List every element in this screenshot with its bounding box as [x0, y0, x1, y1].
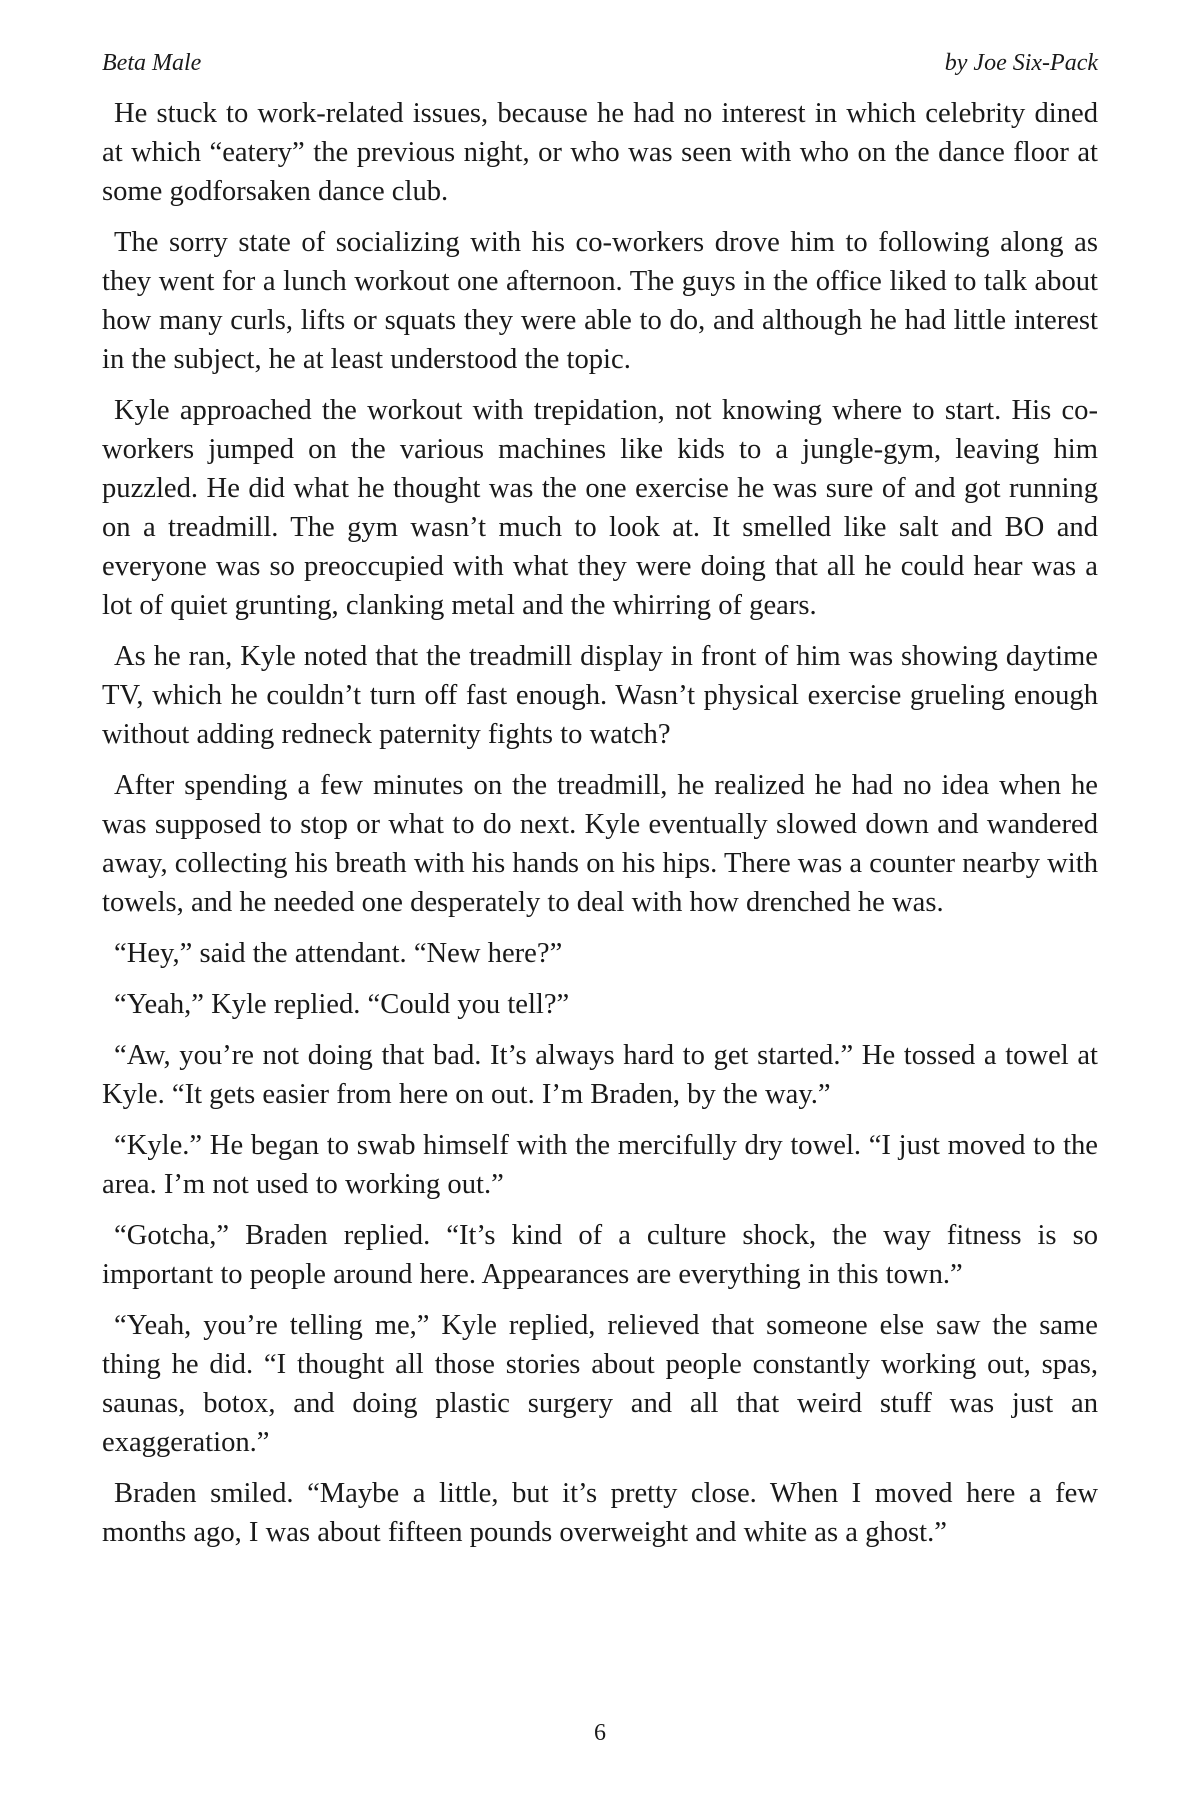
paragraph: As he ran, Kyle noted that the treadmill display in front of him was showing daytime TV, which he couldn’t turn off fast enough. Wasn’t physical exercise grueling enough without adding redneck paternity fights to watch?: [102, 641, 1098, 750]
paragraph: The sorry state of socializing with his co-workers drove him to following along as they went for a lunch workout one afternoon. The guys in the office liked to talk about how many curls, lifts or squats they were able to do, and although he had little interest in the subject, he at least understood the topic.: [102, 227, 1098, 375]
paragraph: “Kyle.” He began to swab himself with the mercifully dry towel. “I just moved to the area. I’m not used to working out.”: [102, 1130, 1098, 1200]
running-head: [102, 48, 1098, 78]
paragraph: “Aw, you’re not doing that bad. It’s always hard to get started.” He tossed a towel at Kyle. “It gets easier from here on out. I’m Braden, by the way.”: [102, 1040, 1098, 1110]
paragraph: “Yeah,” Kyle replied. “Could you tell?”: [114, 989, 570, 1020]
paragraph: “Yeah, you’re telling me,” Kyle replied, relieved that someone else saw the same thing he did. “I thought all those stories about people constantly working out, spas, saunas, botox, and doing plastic surgery and all that weird stuff was just an exaggeration.”: [102, 1310, 1098, 1458]
author-byline: by Joe Six-Pack: [944, 50, 1098, 76]
page-number: 6: [594, 1720, 606, 1746]
paragraph: After spending a few minutes on the treadmill, he realized he had no idea when he was supposed to stop or what to do next. Kyle eventually slowed down and wandered away, collecting his breath with his hands on his hips. There was a counter nearby with towels, and he needed one desperately to deal with how drenched he was.: [102, 770, 1098, 918]
paragraph: “Hey,” said the attendant. “New here?”: [114, 938, 563, 969]
paragraph: He stuck to work-related issues, because he had no interest in which celebrity dined at which “eatery” the previous night, or who was seen with who on the dance floor at some godforsaken dance club.: [102, 98, 1098, 207]
body-text: [102, 94, 1098, 1654]
paragraph: Kyle approached the workout with trepidation, not knowing where to start. His co-workers jumped on the various machines like kids to a jungle-gym, leaving him puzzled. He did what he thought was the one exercise he was sure of and got running on a treadmill. The gym wasn’t much to look at. It smelled like salt and BO and everyone was so preoccupied with what they were doing that all he could hear was a lot of quiet grunting, clanking metal and the whirring of gears.: [102, 395, 1098, 621]
paragraph: Braden smiled. “Maybe a little, but it’s pretty close. When I moved here a few months ago, I was about fifteen pounds overweight and white as a ghost.”: [102, 1478, 1098, 1548]
paragraph: “Gotcha,” Braden replied. “It’s kind of a culture shock, the way fitness is so important to people around here. Appearances are everything in this town.”: [102, 1220, 1098, 1290]
book-title: Beta Male: [102, 50, 202, 76]
